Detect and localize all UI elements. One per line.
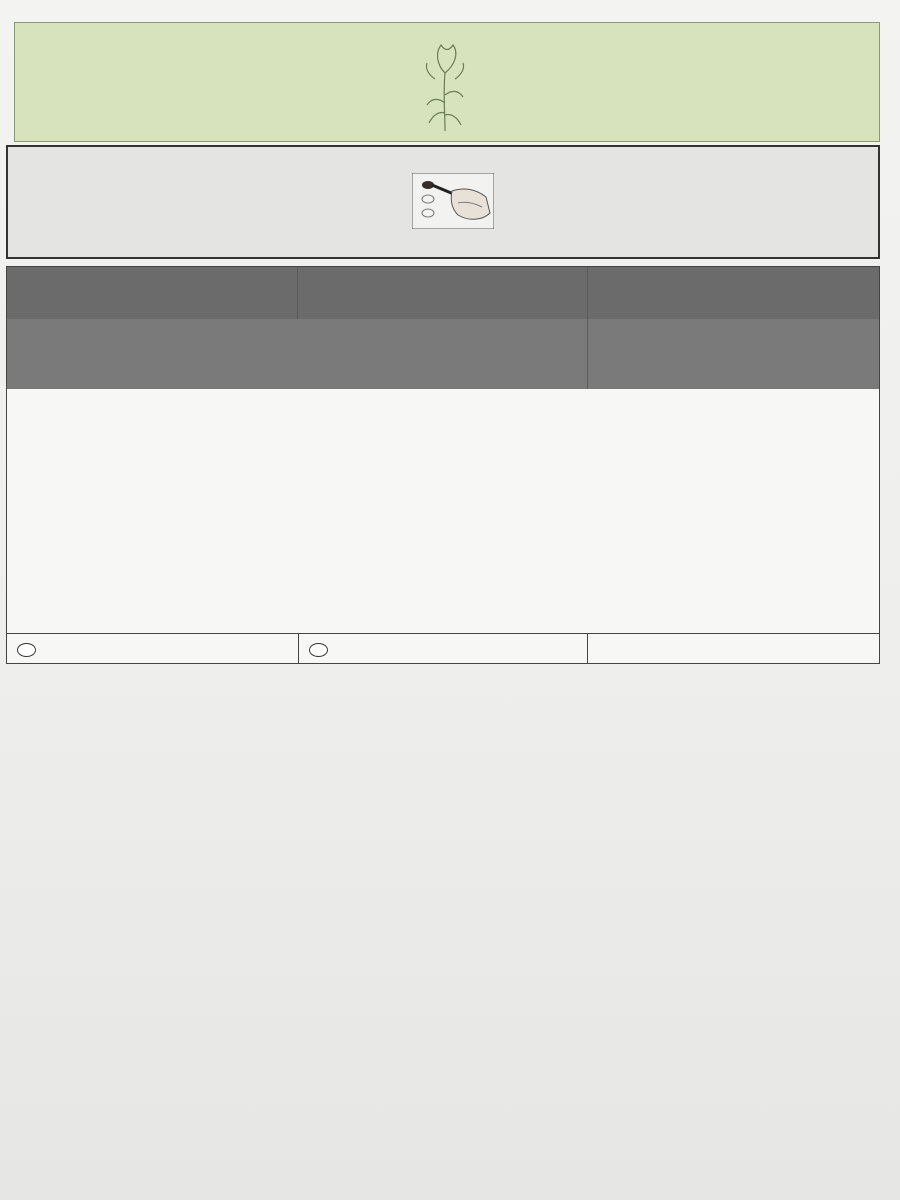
yes-oval[interactable] <box>17 643 36 657</box>
ballot-header <box>14 22 880 142</box>
no-oval[interactable] <box>309 643 328 657</box>
measure-text-english <box>17 397 869 414</box>
measure-contest <box>6 266 880 664</box>
section-header-band <box>7 267 879 319</box>
marking-hand-icon <box>412 173 494 229</box>
level-title-en <box>7 319 879 335</box>
header-spanish <box>495 37 785 41</box>
instructions-spanish <box>500 153 870 157</box>
top-timing-marks <box>30 0 890 14</box>
right-timing-marks <box>880 20 892 1130</box>
option-yes[interactable] <box>17 634 50 664</box>
instructions-box <box>6 145 880 259</box>
poppy-emblem-icon <box>415 33 475 133</box>
level-header-band <box>7 319 879 389</box>
vote-options-row <box>7 633 879 664</box>
header-english <box>75 37 395 41</box>
section-title-en <box>7 267 879 274</box>
bottom-timing-marks <box>0 1085 900 1200</box>
instructions-english <box>16 153 406 157</box>
option-no[interactable] <box>309 634 342 664</box>
measure-text-spanish <box>17 499 869 516</box>
